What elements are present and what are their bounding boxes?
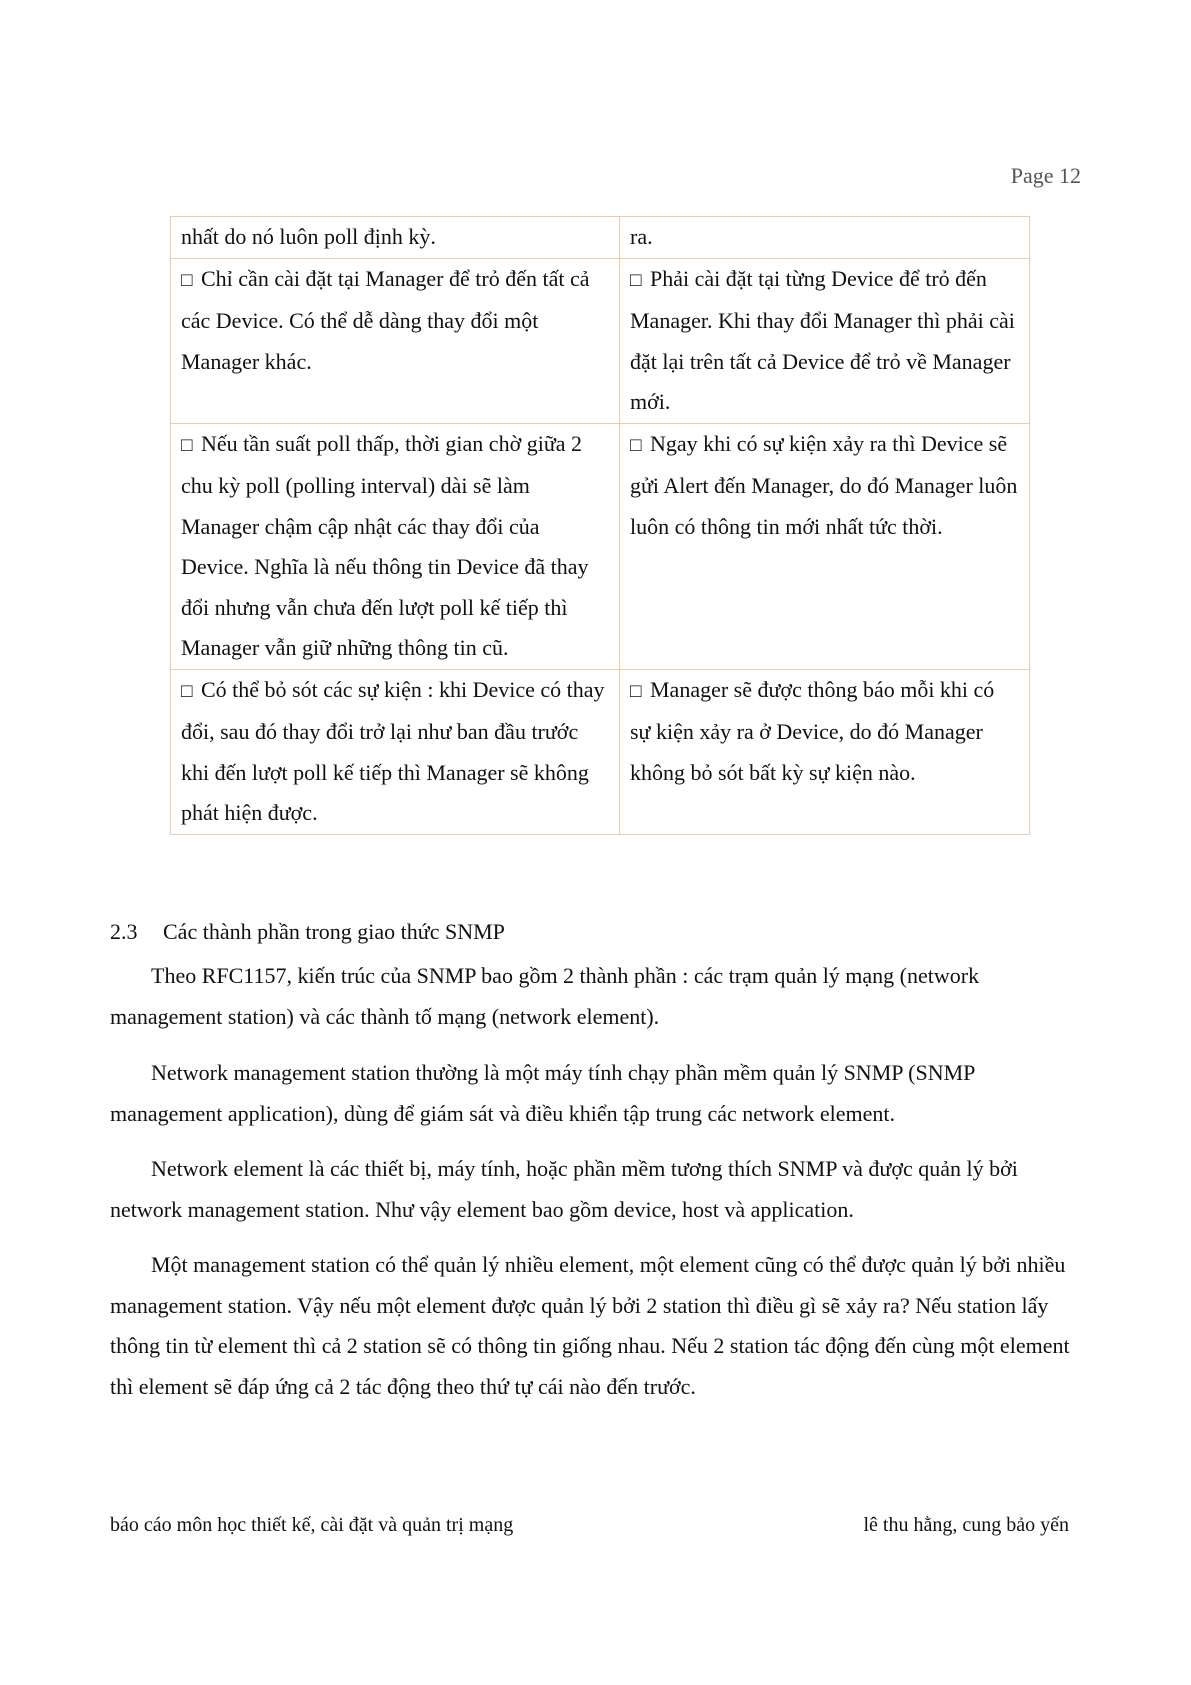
checkbox-glyph-icon: □ bbox=[630, 269, 642, 291]
checkbox-glyph-icon: □ bbox=[181, 269, 193, 291]
section-heading bbox=[110, 919, 505, 945]
table-cell-left: □ Nếu tần suất poll thấp, thời gian chờ giữa 2 chu kỳ poll (polling interval) dài sẽ làm Manager chậm cập nhật các thay đổi của Device. Nghĩa là nếu thông tin Device đã thay đổi nhưng vẫn chưa đến lượt poll kế tiếp thì Manager vẫn giữ những thông tin cũ. bbox=[171, 423, 620, 669]
paragraph: Network element là các thiết bị, máy tính, hoặc phần mềm tương thích SNMP và được quản lý bởi network management station. Như vậy element bao gồm device, host và application. bbox=[110, 1156, 1018, 1222]
footer-right: lê thu hằng, cung bảo yến bbox=[863, 1514, 1069, 1536]
table-row bbox=[171, 217, 1030, 259]
checkbox-glyph-icon: □ bbox=[181, 434, 193, 456]
paragraph: Theo RFC1157, kiến trúc của SNMP bao gồm 2 thành phần : các trạm quản lý mạng (network management station) và các thành tố mạng (network element). bbox=[110, 963, 980, 1029]
footer-left: báo cáo môn học thiết kế, cài đặt và quản trị mạng bbox=[110, 1514, 514, 1536]
table-cell-left: nhất do nó luôn poll định kỳ. bbox=[171, 217, 620, 259]
paragraph: Network management station thường là một máy tính chạy phần mềm quản lý SNMP (SNMP management application), dùng để giám sát và điều khiển tập trung các network element. bbox=[110, 1060, 975, 1126]
table-cell-right: ra. bbox=[620, 217, 1030, 259]
table-cell-right: □ Phải cài đặt tại từng Device để trỏ đến Manager. Khi thay đổi Manager thì phải cài đặt lại trên tất cả Device để trỏ về Manager mới. bbox=[620, 258, 1030, 423]
checkbox-glyph-icon: □ bbox=[630, 680, 642, 702]
table-row bbox=[171, 669, 1030, 834]
checkbox-glyph-icon: □ bbox=[181, 680, 193, 702]
table-cell-right: □ Ngay khi có sự kiện xảy ra thì Device sẽ gửi Alert đến Manager, do đó Manager luôn luôn có thông tin mới nhất tức thời. bbox=[620, 423, 1030, 669]
section-number: 2.3 bbox=[110, 919, 138, 944]
table-cell-left: □ Có thể bỏ sót các sự kiện : khi Device có thay đổi, sau đó thay đổi trở lại như ban đầu trước khi đến lượt poll kế tiếp thì Manager sẽ không phát hiện được. bbox=[171, 669, 620, 834]
table-cell-right: □ Manager sẽ được thông báo mỗi khi có sự kiện xảy ra ở Device, do đó Manager không bỏ sót bất kỳ sự kiện nào. bbox=[620, 669, 1030, 834]
comparison-table bbox=[170, 216, 1030, 835]
checkbox-glyph-icon: □ bbox=[630, 434, 642, 456]
page-number: Page 12 bbox=[1010, 163, 1081, 188]
table-row bbox=[171, 423, 1030, 669]
paragraph: Một management station có thể quản lý nhiều element, một element cũng có thể được quản lý bởi nhiều management station. Vậy nếu một element được quản lý bởi 2 station thì điều gì sẽ xảy ra? Nếu station lấy thông tin từ element thì cả 2 station sẽ có thông tin giống nhau. Nếu 2 station tác động đến cùng một element thì element sẽ đáp ứng cả 2 tác động theo thứ tự cái nào đến trước. bbox=[110, 1252, 1070, 1399]
table-cell-left: □ Chỉ cần cài đặt tại Manager để trỏ đến tất cả các Device. Có thể dễ dàng thay đổi một Manager khác. bbox=[171, 258, 620, 423]
table-row bbox=[171, 258, 1030, 423]
section-title: Các thành phần trong giao thức SNMP bbox=[163, 919, 505, 944]
